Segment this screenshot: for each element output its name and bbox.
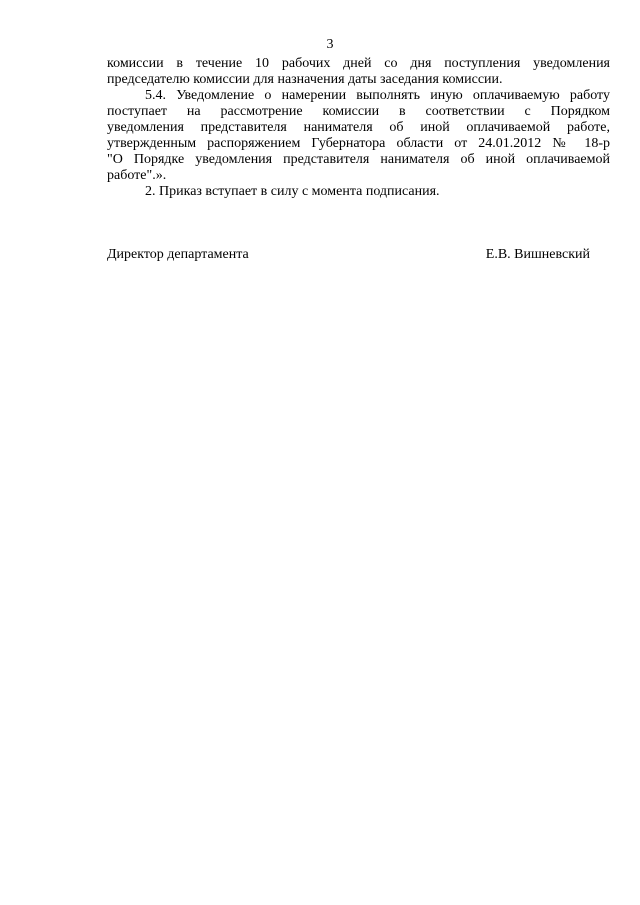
page-number: 3 [326, 37, 334, 52]
document-body [107, 56, 610, 200]
text-line: работе".». [107, 168, 167, 183]
text-line: 2. Приказ вступает в силу с момента подписания. [145, 184, 440, 199]
text-line: "О Порядке уведомления представителя нанимателя об иной оплачиваемой [107, 152, 610, 167]
paragraph-clause-5-4 [107, 88, 610, 184]
text-line: поступает на рассмотрение комиссии в соответствии с Порядком [107, 104, 610, 119]
text-line: утвержденным распоряжением Губернатора области от 24.01.2012 № 18-р [107, 136, 610, 151]
signatory-name: Е.В. Вишневский [485, 247, 590, 262]
text-line: председателю комиссии для назначения даты заседания комиссии. [107, 72, 503, 87]
text-line: уведомления представителя нанимателя об иной оплачиваемой работе, [107, 120, 610, 135]
paragraph-clause-2 [107, 184, 610, 200]
paragraph-continuation [107, 56, 610, 88]
signatory-title: Директор департамента [107, 247, 249, 262]
text-line: комиссии в течение 10 рабочих дней со дня поступления уведомления [107, 56, 610, 71]
text-line: 5.4. Уведомление о намерении выполнять иную оплачиваемую работу [145, 88, 610, 103]
